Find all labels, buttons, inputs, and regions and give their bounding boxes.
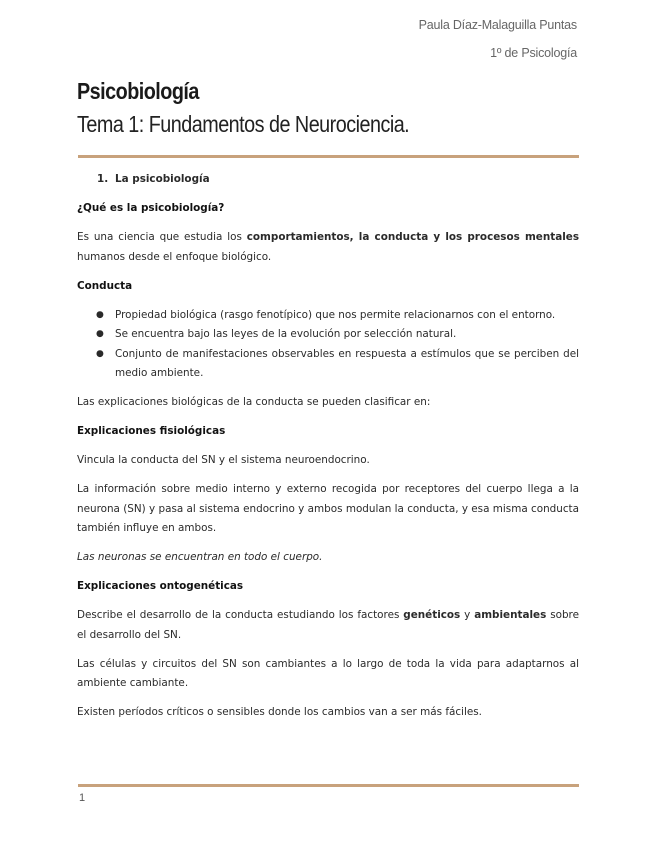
top-divider bbox=[78, 155, 579, 158]
conducta-list bbox=[77, 306, 579, 384]
bullet-icon: ● bbox=[96, 348, 104, 359]
list-item bbox=[77, 325, 579, 345]
section-number: 1. bbox=[97, 173, 109, 185]
list-item-text: Conjunto de manifestaciones observables en respuesta a estímulos que se perciben del medio ambiente. bbox=[115, 347, 579, 379]
definition-text-end: humanos desde el enfoque biológico. bbox=[77, 250, 272, 263]
list-item bbox=[77, 345, 579, 384]
onto-bold-geneticos: genéticos bbox=[403, 609, 461, 621]
classification-paragraph: Las explicaciones biológicas de la conducta se pueden clasificar en: bbox=[77, 396, 431, 408]
onto-text-mid: y bbox=[460, 609, 475, 621]
fisiologicas-paragraph-1: Vincula la conducta del SN y el sistema neuroendocrino. bbox=[77, 454, 370, 466]
ontogeneticas-heading: Explicaciones ontogenéticas bbox=[77, 580, 244, 592]
list-item-text: Se encuentra bajo las leyes de la evolución por selección natural. bbox=[115, 328, 457, 340]
list-item bbox=[77, 306, 579, 326]
question-heading: ¿Qué es la psicobiología? bbox=[77, 202, 225, 214]
course-label: 1º de Psicología bbox=[490, 46, 577, 60]
onto-text-start: Describe el desarrollo de la conducta estudiando los factores bbox=[77, 609, 404, 621]
document-body bbox=[77, 170, 579, 732]
fisiologicas-paragraph-2: La información sobre medio interno y externo recogida por receptores del cuerpo llega a la neurona (SN) y pasa al sistema endocrino y ambos modulan la conducta, y esa misma conducta también influye en ambos. bbox=[77, 483, 579, 534]
list-item-text: Propiedad biológica (rasgo fenotípico) que nos permite relacionarnos con el entorno. bbox=[115, 308, 556, 321]
document-title: Psicobiología bbox=[77, 78, 199, 104]
bottom-divider bbox=[78, 784, 579, 787]
onto-text-end: sobre el desarrollo del SN. bbox=[77, 609, 579, 641]
ontogeneticas-paragraph-1 bbox=[77, 606, 579, 645]
definition-paragraph bbox=[77, 228, 579, 267]
ontogeneticas-paragraph-2: Las células y circuitos del SN son cambiantes a lo largo de toda la vida para adaptarnos al ambiente cambiante. bbox=[77, 657, 579, 689]
section-heading bbox=[77, 170, 579, 190]
document-subtitle: Tema 1: Fundamentos de Neurociencia. bbox=[77, 111, 410, 137]
bullet-icon: ● bbox=[96, 309, 104, 320]
definition-text-start: Es una ciencia que estudia los bbox=[77, 231, 247, 243]
neuronas-note: Las neuronas se encuentran en todo el cuerpo. bbox=[77, 551, 323, 563]
definition-bold-text: comportamientos, la conducta y los procesos mentales bbox=[246, 231, 579, 243]
onto-bold-ambientales: ambientales bbox=[474, 609, 547, 621]
conducta-heading: Conducta bbox=[77, 279, 133, 292]
author-name: Paula Díaz-Malaguilla Puntas bbox=[418, 18, 577, 32]
section-title: La psicobiología bbox=[115, 173, 210, 185]
fisiologicas-heading: Explicaciones fisiológicas bbox=[77, 425, 226, 437]
page-number: 1 bbox=[79, 792, 86, 804]
bullet-icon: ● bbox=[96, 329, 104, 339]
ontogeneticas-paragraph-3: Existen períodos críticos o sensibles donde los cambios van a ser más fáciles. bbox=[77, 706, 482, 718]
